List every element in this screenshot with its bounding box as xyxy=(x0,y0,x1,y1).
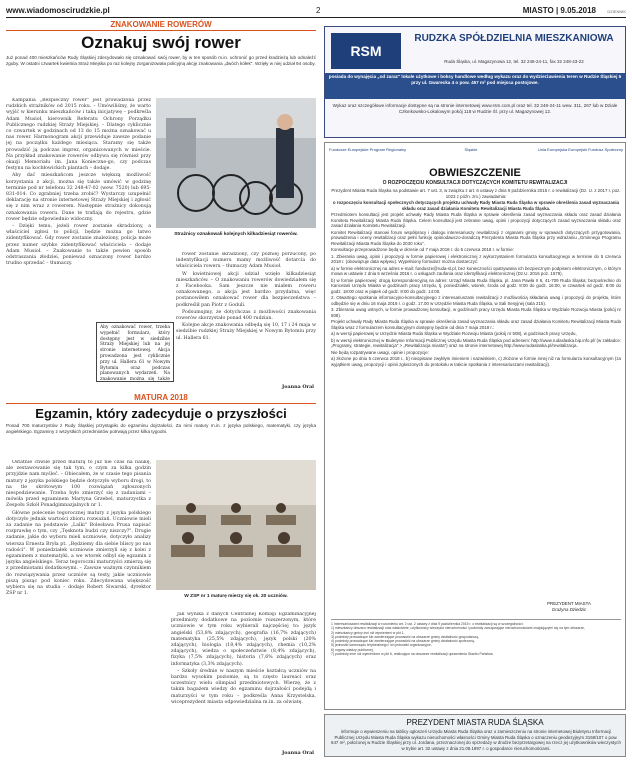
mayor-notice xyxy=(324,714,626,757)
eu-funds-logo: Fundusze Europejskie Program Regionalny xyxy=(329,147,407,152)
header-rule xyxy=(6,17,626,18)
signature-block xyxy=(519,601,619,612)
article-title: Egzamin, który zadecyduje o przyszłości xyxy=(35,406,287,421)
paragraph: – Szkoły średnie w naszym mieście kształcą uczniów na bardzo wysokim poziomie, są to często laureaci oraz uczestnicy wielu olimpiad przedmiotowych. Wierzę, że z takim bagażem wiedzy do egzaminu dojrzałości podejdą i maturzyści w tym roku – podkreśla Anna Krzystelska, wiceprezydent miasta odpowiedzialna m.in. za oświatę. xyxy=(171,668,316,705)
paragraph: Jak wynika z danych Centralnej Komisji Egzaminacyjnej przedmioty dodatkowe na poziomie rozszerzonym, które uczniowie w tym roku wybierali najczęściej to: język angielski (53,8% zdających), geografia (16,7% zdających) matematyka (25,5% zdających), język polski (20% zdających), biologia (18,4% zdających), chemia (10,2% zdających), wiedza o społeczeństwie (8,4% zdających), fizyka (7,5% zdających), historia (7,6% zdających) oraz informatyka (3,3% zdających). xyxy=(171,612,316,667)
article-author: Joanna Oral xyxy=(282,750,314,756)
article-lead: Ponad 700 maturzystów z Rudy Śląskiej przystąpiło do egzaminu dojrzałości. Za nimi matury m.in. z języka polskiego, matematyki, czy języka angielskiego. Egzaminy z wszystkich przedmiotów potrwają przez kilka tygodni. xyxy=(6,423,316,434)
issue-date: MIASTO | 9.05.2018 xyxy=(522,6,596,15)
paragraph: a) w wersji papierowej w Urzędzie Miasta Ruda Śląska w Wydziale Rozwoju Miasta (pokój nr 508), w godzinach pracy Urzędu, xyxy=(331,331,577,336)
section-tag: MATURA 2018 xyxy=(6,393,316,404)
announcement-subtitle: O ROZPOCZĘCIU KONSULTACJI DOTYCZĄCYCH KOMITETU REWITALIZACJI xyxy=(382,180,568,186)
paragraph: o rozpoczęciu konsultacji społecznych dotyczących projektu uchwały Rady Miasta Ruda Śląska w sprawie określenia zasad wyznaczania składu oraz zasad działania Komitetu Rewitalizacji Miasta Ruda Śląska. xyxy=(332,200,620,211)
section-tag: ZNAKOWANIE ROWERÓW xyxy=(6,20,316,31)
article-body-col2 xyxy=(176,252,316,402)
paragraph: Przedmiotem konsultacji jest projekt uchwały Rady Miasta Ruda Śląska w sprawie określenia zasad wyznaczania składu oraz zasad działania Komitetu Rewitalizacji Miasta Ruda Śląska. Celem konsultacji jest zebranie uwag, opinii i propozycji dotyczących zasad wyznaczania składu oraz zasad działania Komitetu Rewitalizacji. xyxy=(331,212,621,228)
paragraph: Aby dać mieszkańcom jeszcze większą możliwość korzystania z akcji, można się także umówić w godzinę terminie pod nr telefonu 32 248-47-02 (wew. 7520) lub 695-831-014. Co zgrabniej trzeba zrobić? Wystarczy uzupełnić deklarację na stronie internetowej Straży Miejskiej i zgłosić się z nim wraz z rowerem. Następnie strażnicy dokonują oznakowania roweru. Dane te trafiają do rejestru, gdzie rower będzie odpowiednio widoczny. xyxy=(6,173,151,222)
article-bike-marking xyxy=(6,20,316,67)
exam-photo-illustration xyxy=(156,460,316,590)
footnote: 2) mieszkańcy gminy inni niż wymienieni w pkt 1, xyxy=(331,630,405,635)
paragraph: b) w formie papierowej: drogą korespondencyjną na adres: Urząd Miasta Ruda Śląska, pl. Jana Pawła II 6, 41-709 Ruda Śląska; bezpośrednio do Kancelarii Urzędu Miasta w godzinach pracy Urzędu, tj. poniedziałek, wtorek, środa od godz. 8:00 do godz. 16:00, w czwartek od godz. 8:00 do godz. 18:00 oraz w piątek od godz. 8:00 do godz. 14:00. xyxy=(331,277,621,294)
paragraph: Konsultacje przeprowadzone będą w okresie od 7 maja 2018 r. do 5 czerwca 2018 r. w formie: xyxy=(331,247,515,252)
paragraph: Podsumujmy, że dotychczas z możliwości znakowania rowerów skorzystało ponad 400 rudzian. xyxy=(176,309,316,322)
article-body-col2 xyxy=(171,612,316,752)
exam-photo xyxy=(156,460,316,590)
left-column xyxy=(6,20,316,757)
footnote: 3) podmioty prowadzące lub zamierzające prowadzić na obszarze gminy działalność gospodarczą, xyxy=(331,634,479,639)
paragraph: Projekt uchwały Rady Miasta Ruda Śląska w sprawie określenia zasad wyznaczania składu oraz zasad działania Komitetu Rewitalizacji Miasta Ruda Śląska wraz z formularzem konsultacyjnym dostępny będzie od dnia 7 maja 2018 r.: xyxy=(331,319,621,330)
site-url[interactable]: www.wiadomoscirudzkie.pl xyxy=(6,6,110,15)
article-body-col1 xyxy=(6,460,151,760)
article-lead: Już ponad 400 mieszkańców Rudy Śląskiej zdecydowało się oznakować swój rower, by w ten sposób m.in. uchronić go przed kradzieżą lub odnaleźć zguby. W ostatni czwartek kwietnia Straż Miejska po raz kolejny zorganizowała policyjną akcję znakowania „dwóch kółek". Wzięły w niej udział 94 osoby. xyxy=(6,55,316,66)
region-logo: Śląskie xyxy=(464,147,478,152)
photo-caption: Strażnicy oznakowali kolejnych kilkadziesiąt rowerów. xyxy=(174,232,298,237)
announcement-title: OBWIESZCZENIE xyxy=(429,167,521,179)
paragraph: Nie będą rozpatrywane uwagi, opinie i propozycje: xyxy=(331,349,429,355)
paragraph: – Dzięki temu, jeżeli rower zostanie skradziony, a właściciel zgłosi to policji, będzie można go łatwo zidentyfikować. Gdy rower zostanie znaleziony, policja może przez numer szybko zidentyfikować właściciela – dodaje Adam Musioł. – Znakowanie to także pewien sposób odstraszania złodziei, ponieważ oznaczony rower bardzo trudno sprzedać – tłumaczy. xyxy=(6,224,151,267)
rsm-address: Ruda Śląska, ul. Magazynowa 12, tel. 32 248-24-11, fax 32 248-43-22 xyxy=(444,59,584,64)
paragraph: Ostatnie chwile przed maturą to już nie czas na naukę, ale zestawowanie się tak tym, o czym za kilka godzin przyjdzie nam myśleć. – Obiecałem, że w czasie tego pisania matury z języka polskiego będzie dotyczyło wyboru drogi, to na tle skrótowym 100 rozwiązań zgłoszonych niespodziewanie. Trzeba było zmierzyć się z zadaniami – mówiła przed egzaminem Martyna Grzebel, maturzystka z Zespołu Szkół Ponadgimnazjalnych nr 1. xyxy=(6,460,151,509)
right-column xyxy=(324,20,626,757)
rsm-advert xyxy=(324,26,626,138)
rsm-contact: Wykaz oraz szczegółowe informacje dostępne są na stronie internetowej www.rsm.com.pl oraz tel. 32 248-24-11 wew. 311, 267 lub w Dziale Członkowsko-Lokalowym pokój 118 w Rudzie Śl. przy ul. Magazynowej 12. xyxy=(332,103,618,114)
page-header xyxy=(6,4,626,18)
eu-flag-logo: Unia Europejska Europejski Fundusz Społeczny xyxy=(537,147,623,152)
paragraph: Kampania „Bezpieczny rower" jest prowadzona przez rudzkich strażników od 2015 roku. – Umówiliśmy, że warto wyjść w kierunku mieszkańców i taką inicjatywę – podkreśla Adam Musioł, kierownik Referatu Ochrony Porządku Publicznego rudzkiej Straży Miejskiej. – Dlatego cyklicznie co czwartek w godzinach od 13 do 15 można oznakować u nas rower. Harmonogram akcji przewiduje zawsze podanie jej na początku każdego miesiąca. Staramy się także prowadzić ją podczas imprez, organizowanych w mieście. Na przykład znakowanie rowerów odbywa się również przy okazji Memoriału im. Jana Konieczne-go, czy podczas festynu na kochłowickich plantach – dodaje. xyxy=(6,98,151,172)
footnote: 4) podmioty prowadzące lub zamierzające prowadzić na obszarze gminy działalność społeczną, xyxy=(331,639,475,644)
announcement-body xyxy=(331,188,621,368)
paragraph: Główne polecenie tegorocznej matury z języka polskiego dotyczyło jednak wartości zbioru rozważań. Uczniowie mieli za zadanie na podstawie „Lalki" Bolesława Prusa napisać rozprawkę o tym, czy „Tęsknota budzi czy niszczy?". Drugie zadanie, jakie do wyboru mieli uczniowie, dotyczyło analizy wiersza Ernesta Bryła pt. „Będziemy dla siebie bliscy po nas radości". W poniedziałek uczniowie zmierzyli się z kolei z egzaminem z matematyki, a we wtorek odbył się egzamin z języka angielskiego. Teraz tegoroczni maturzyści zmierzą się z przedmiotami dodatkowymi. – Zawsze ważnym czynnikiem do rozwiązywania przez uczniów są testy, jakie uczniowie piszą pisząc pod koniec roku. Zdecydowana większość wybiera się na studia – dodaje Robert Siwarski, dyrektor ZSP nr 1. xyxy=(6,510,151,597)
paragraph: Prezydent Miasta Ruda Śląska na podstawie art. 7 ust. 3, w związku z art. 6 ustawy z dnia 9 października 2015 r. o rewitalizacji (Dz. U. z 2017 r. poz. 1023 z późn. zm.) zawiadamia: xyxy=(331,188,621,199)
paragraph: W kwietniowej akcji udział wzięło kilkadziesiąt mieszkańców. – O znakowaniu rowerów dowiedziałem się z Facebooka. Sam jeszcze nie miałem roweru oznakowanego, a akcja jest bardzo przydatna, więc postanowiłem oznakować rower dla bezpieczeństwa – podkreślił pan Piotr z Goduli. xyxy=(176,271,316,308)
article-title: Oznakuj swój rower xyxy=(81,33,241,52)
notice-body: informuje o wywieszeniu na tablicy ogłoszeń Urzędu Miasta Ruda Śląska oraz o zamieszczeniu na stronie internetowej Biuletynu Informacji Publicznej Urzędu Miasta Ruda Śląska wykazu nieruchomości własności Gminy Miasta Ruda Śląska o oznaczeniu geodezyjnym 3158/107 o pow. 647 m², położonej w Rudzie Śląskiej przy ul. Jordana, przeznaczonej do sprzedaży w drodze bezprzetargowej na rzecz jej użytkowników wieczystych w trybie art. 32 ustawy z dnia 21.08.1997 r. o gospodarce nieruchomościami. xyxy=(331,729,621,751)
info-box: Aby oznakować rower, trzeba wypełnić formularz, który dostępny jest w siedzibie Straży Miejskiej lub na jej stronie internetowej. Akcja prowadzona jest cyklicznie przy ul. Hallera 61 w Nowym Bytomiu oraz podczas planowanych wydarzeń. Na znakowanie można się także xyxy=(96,322,174,382)
rsm-logo: RSM xyxy=(331,33,401,69)
article-matura xyxy=(6,393,316,435)
rsm-offer: posiada do wynajęcia „od zaraz" lokale użytkowe i boksy handlowe według wykazu oraz do wydzierżawienia teren w Rudzie Śląskiej 5 przy ul. Gwarecka 4 o pow. 457 m² pod miejsca postojowe. xyxy=(325,73,625,99)
paragraph: b) w wersji elektronicznej w Biuletynie Informacji Publicznej Urzędu Miasta Ruda Śląska pod adresem: http://www.rudaslaska.bip.info.pl/ (w zakładce: „Programy, strategie, rewitalizacja" > „Rewitalizacja miasta") oraz na stronie internetowej http://www.rudaslaska.pl/rewitalizacja. xyxy=(331,337,621,348)
article-author: Joanna Oral xyxy=(282,384,314,390)
paragraph: rower zostanie skradziony, czy później porzucony, po indentyfikacji numeru mamy możliwość dotarcia do właściciela roweru – tłumaczy Adam Musioł. xyxy=(176,252,316,270)
funding-logos xyxy=(329,147,623,163)
page-number: 2 xyxy=(316,6,321,15)
bike-photo-illustration xyxy=(156,98,316,228)
announcement-box xyxy=(324,142,626,710)
rsm-title: RUDZKA SPÓŁDZIELNIA MIESZKANIOWA xyxy=(414,33,614,44)
footnote: 5) jednostki samorządu terytorialnego i ich jednostki organizacyjne, xyxy=(331,643,432,648)
footnote: 1) mieszkańcy obszaru rewitalizacji oraz właściciele, użytkownicy wieczyści nieruchomości i podmioty zarządzające nieruchomościami znajdującymi się na tym obszarze, xyxy=(331,626,586,631)
footnote: 1 Interesariuszami rewitalizacji w rozumieniu art. 2 ust. 2 ustawy z dnia 9 października 2015 r. o rewitalizacji są w szczególności: xyxy=(331,622,524,626)
notice-title: PREZYDENT MIASTA RUDA ŚLĄSKA xyxy=(406,718,544,727)
bike-photo xyxy=(156,98,316,228)
paragraph: a) w formie elektronicznej na adres e-mail: fundusze@ruda-sl.pl, bez konieczności opatrywania ich bezpiecznym podpisem elektronicznym, o którym mowa w ustawie z dnia 5 września 2016 r. o usługach zaufania oraz identyfikacji elektronicznej (Dz.U. 2016 poz. 1579), xyxy=(331,265,621,276)
paragraph: a) złożone po dniu 5 czerwca 2018 r., b) nieopisane zwykłym imieniem i nazwiskiem, c) złożone w formie innej niż na formularzu konsultacyjnym (za wyjątkiem uwag, propozycji i opinii zgłoszonych do protokołu w trakcie spotkania z interesariuszami rewitalizacji). xyxy=(331,356,621,367)
paragraph: 2. Otwartego spotkania informacyjno-konsultacyjnego z interesariuszami rewitalizacji z możliwością składania uwag i propozycji do projektu, które odbędzie się w dniu 16 maja 2018 r. o godz. 17.00 w Urzędzie Miasta Ruda Śląska, w Sali Sesyjnej (sala 215). xyxy=(331,295,621,306)
paragraph: 3. Zbierania uwag ustnych, w formie prowadzonej konsultacji, w godzinach pracy Urzędu Miasta Ruda Śląska w Wydziale Rozwoju Miasta (pokój nr 508). xyxy=(331,307,621,318)
signature-role: PREZYDENT MIASTA xyxy=(547,601,591,606)
signature-name: Grażyna Dziedzic xyxy=(551,606,587,612)
publisher-logo: DZIENNIK xyxy=(607,9,626,14)
paragraph: Komitet Rewitalizacji stanowi forum współpracy i dialogu interesariuszy rewitalizacji z organami gminy w sprawach dotyczących przygotowania, prowadzenia i oceny rewitalizacji oraz pełni funkcję opiniodawczo-doradczą Prezydenta Miasta Ruda Śląska przy wdrażaniu „Gminnego Programu Rewitalizacji Miasta Ruda Śląska do 2030 roku". xyxy=(331,229,621,246)
footnote: 6) organy władzy publicznej, xyxy=(331,647,374,652)
photo-caption: W ZSP nr 1 maturę mierzy się ok. 20 uczniów. xyxy=(184,594,288,599)
footnote: 7) podmioty inne niż wymienione w pkt 6, realizujące na obszarze rewitalizacji uprawnienia Skarbu Państwa. xyxy=(331,652,494,657)
paragraph: Kolejne akcje znakowania odbędą się 10, 17 i 24 maja w siedzibie rudzkiej Straży Miejskiej w Nowym Bytomiu przy ul. Hallera 61. xyxy=(176,323,316,341)
paragraph: 1. Zbierania uwag, opinii i propozycji w formie papierowej i elektronicznej z wykorzystaniem formularza konsultacyjnego w terminie do 5 czerwca 2018 r. (obowiązuje data wpływu). Wypełniony formularz można dostarczyć: xyxy=(331,253,621,264)
footnotes xyxy=(331,619,621,656)
